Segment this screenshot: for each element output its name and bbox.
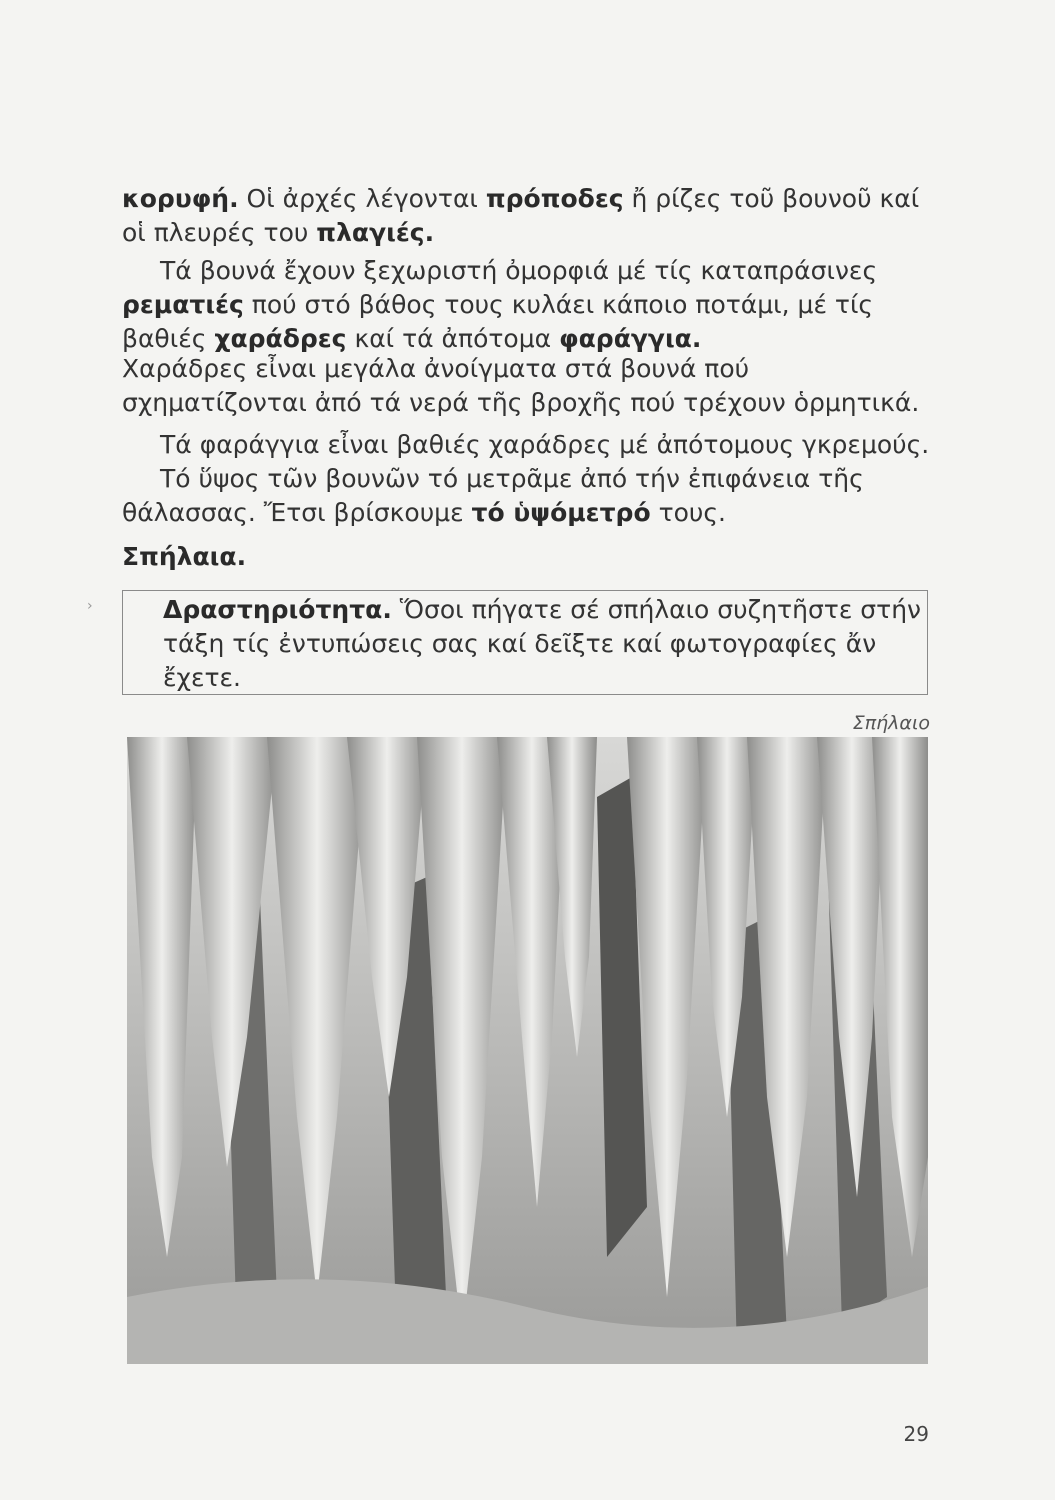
- paragraph-2: [122, 254, 934, 356]
- bold-term: ρεματιές: [122, 290, 244, 319]
- text-run: Τό ὕψος τῶν βουνῶν τό μετρᾶμε ἀπό τήν ἐπιφάνεια τῆς θάλασσας. Ἔτσι βρίσκουμε: [122, 464, 864, 527]
- photo-caption: Σπήλαιο: [852, 712, 930, 734]
- text-run: Οἱ ἀρχές λέγονται: [238, 184, 486, 213]
- text-run: τους.: [650, 498, 727, 527]
- bold-term: πρόποδες: [485, 184, 624, 213]
- bold-term: κορυφή.: [122, 184, 239, 213]
- margin-mark: ›: [87, 598, 93, 614]
- paragraph-3: [122, 352, 934, 420]
- bold-term: πλαγιές.: [316, 218, 435, 247]
- text-run: Τά βουνά ἔχουν ξεχωριστή ὀμορφιά μέ τίς καταπράσινες: [160, 256, 878, 285]
- text-run: Ὅσοι πήγατε σέ σπήλαιο συζητῆστε στήν τάξη τίς ἐντυπώσεις σας καί δεῖξτε καί φωτογραφίες ἄν ἔχετε.: [163, 595, 922, 692]
- activity-text: [163, 593, 923, 695]
- paragraph-4: [122, 428, 934, 462]
- text-run: ἤ ρίζες τοῦ βουνοῦ καί οἱ πλευρές του: [122, 184, 920, 247]
- bold-term: τό ὑψόμετρό: [471, 498, 651, 527]
- text-run: Τά φαράγγια εἶναι βαθιές χαράδρες μέ ἀπότομους γκρεμούς.: [160, 430, 930, 459]
- paragraph-5: [122, 462, 934, 530]
- bold-term: Δραστηριότητα.: [163, 595, 392, 624]
- bold-term: χαράδρες: [214, 324, 347, 353]
- stalactite-illustration: [127, 737, 928, 1364]
- page-number: 29: [903, 1422, 929, 1446]
- text-run: πού στό βάθος τους κυλάει κάποιο ποτάμι, μέ τίς βαθιές: [122, 290, 874, 353]
- text-run: Χαράδρες εἶναι μεγάλα ἀνοίγματα στά βουνά πού σχηματίζονται ἀπό τά νερά τῆς βροχῆς πού τρέχουν ὁρμητικά.: [122, 354, 920, 417]
- activity-box: [122, 590, 928, 695]
- cave-photo: [127, 737, 928, 1364]
- bold-term: φαράγγια.: [559, 324, 702, 353]
- paragraph-1: [122, 182, 934, 250]
- section-heading: Σπήλαια.: [122, 542, 247, 571]
- text-run: καί τά ἀπότομα: [346, 324, 560, 353]
